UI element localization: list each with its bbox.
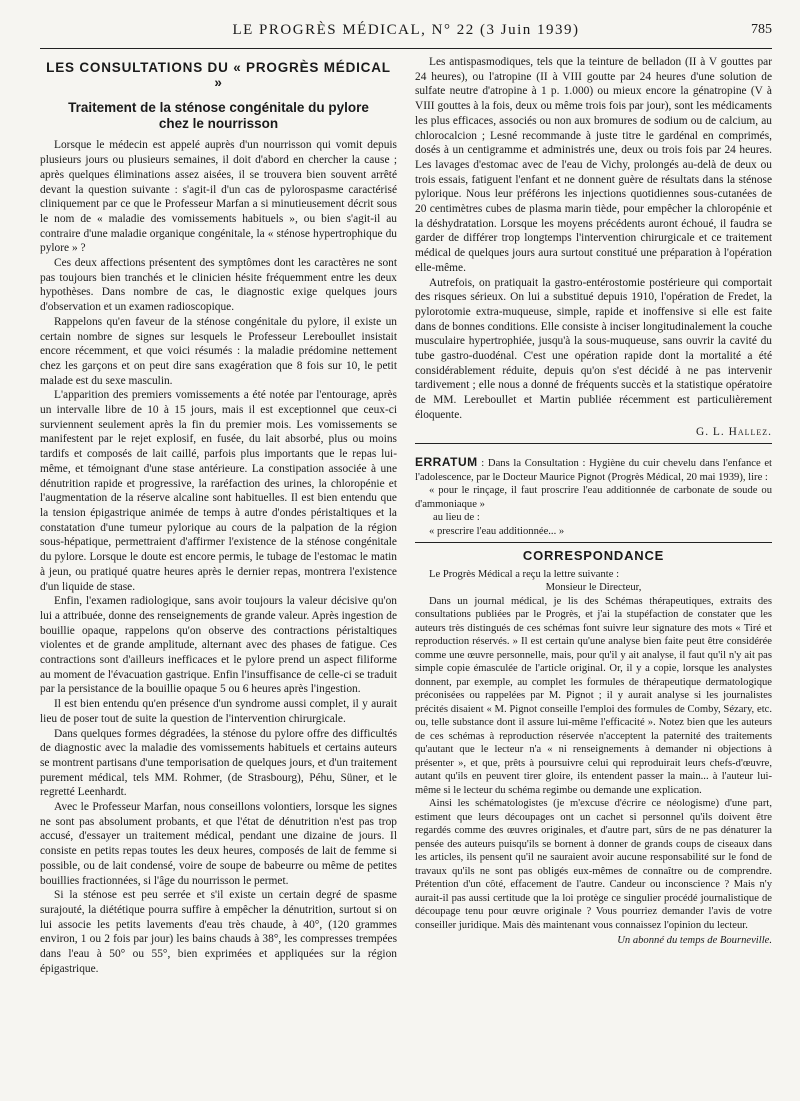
section-rule — [415, 443, 772, 444]
article-title: Traitement de la sténose congénitale du pylore chez le nourrisson — [68, 100, 369, 132]
author-signature: G. L. Hallez. — [696, 425, 772, 438]
page-number: 785 — [751, 22, 772, 37]
paragraph: Si la sténose est peu serrée et s'il existe un certain degré de spasme surajouté, la diététique pourra suffire à empêcher la dénutrition, surtout si on lui associe les petits lavements d'eau très chaude, à 40°, (120 grammes environ, 1 ou 2 fois par jour) les bains chauds à 38°, les compresses trempées dans l'eau à 50° ou 55°, bien exprimées et appliquées sur la région épigastrique. — [40, 889, 397, 975]
paragraph: L'apparition des premiers vomissements a été notée par l'entourage, après un intervalle libre de 10 à 15 jours, mais il est exceptionnel que ceux-ci surviennent seulement après la fin du premier mois. Les vomissements se manifestent par le rejet explosif, en fusée, du lait absorbé, plus ou moins tardifs et composés de lait caillé, parfois plus importants que le repas lui-même, et témoignant d'une stase antérieure. La constipation associée à une dénutrition rapide et progressive, la raréfaction des urines, la chloropénie et l'augmentation de la réserve alcaline sont habituelles. Il est bien entendu que la tension épigastrique animée de temps à autre d'ondes péristaltiques et la constatation d'une tumeur pylorique au cours de la palpation de la région sous-hépatique, permettraient d'affirmer l'existence de la sténose congénitale du pylore. Lorsque le doute est encore permis, le tubage de l'estomac le matin à jeun, ou pratiqué quatre heures après le dernier repas, montrera l'existence d'un liquide de stase. — [40, 389, 397, 593]
paragraph: Ces deux affections présentent des symptômes dont les caractères ne sont pas toujours bien tranchés et le clinicien hésite fréquemment entre les deux hypothèses. Dans nombre de cas, le diagnostic exige quelques jours d'observation et un examen radioscopique. — [40, 257, 397, 314]
header-rule — [40, 48, 772, 49]
right-column — [415, 55, 772, 976]
paragraph: Ainsi les schématologistes (je m'excuse d'écrire ce néologisme) d'une part, estiment que leurs découpages ont un cachet si personnel qu'ils doivent être regardés comme des œuvres originales, et d'autre part, sûrs de ne pas dénaturer la pensée des auteurs puisqu'ils se bornent à donner de grands coups de ciseaux dans les articles, ils pensent qu'il ne sauraient avoir aucune responsabilité sur le fond de travaux qu'ils ne sont pas obligés eux-mêmes de connaître ou de comprendre. Prétention d'un côté, effacement de l'autre. Candeur ou inconscience ? Mais n'y aurait-il pas aussi certitude que la loi protège ce singulier procédé journalistique de découpage tenu pour œuvre originale ? Vous pourriez demander l'avis de votre conseiller juridique. Mais dès maintenant vous connaissez l'opinion du lecteur. — [415, 798, 772, 931]
paragraph: Dans un journal médical, je lis des Schémas thérapeutiques, extraits des consultations publiées par le Progrès, et j'ai la stupéfaction de constater que les auteurs très distingués de ces schémas font suivre leur signature des mots « Tiré et reproduction réservés. » Il est certain qu'une analyse bien faite peut être considérée comme une œuvre personnelle, mais, pour qu'il y ait analyse, il faut qu'il n'y ait pas simple copie émasculée de l'article original. Or, il y a copie, lorsque les analystes donnent, par exemple, au complet les formules de thérapeutique dermatologique préconisées ou rappelées par M. Pignot ; il y aurait analyse si les journalistes précités disaient « M. Pignot conseille l'emploi des formules de Comby, Sézary, etc. ou, telle substance dont il assure lui-même l'efficacité ». Notez bien que les auteurs de ces schémas à reproduction réservée n'acceptent la paternité des traitements qu'autant que le lecteur n'a « ni renseignements à demander ni objections à présenter », et que, prêts à poursuivre celui qui reproduirait leurs chefs-d'œuvre, autant qu'ils en peuvent tirer gloire, ils entendent passer la main... à l'auteur lui-même si le lecteur du schéma regimbe ou demande une explication. — [415, 595, 772, 796]
paragraph: Rappelons qu'en faveur de la sténose congénitale du pylore, il existe un certain nombre de signes sur lesquels le Professeur Lereboullet insistait encore récemment, et que voici résumés : la maladie prédomine nettement chez les garçons et on peut dire sans exagération que 8 fois sur 10, le petit malade est du sexe masculin. — [40, 315, 397, 387]
running-head — [40, 22, 772, 44]
paragraph: Enfin, l'examen radiologique, sans avoir toujours la valeur décisive qu'on lui a attribuée, donne des renseignements de grande valeur. Après ingestion de bouillie opaque, rappelons qu'on observe des contractions péristaltiques violentes et de grande amplitude, alternant avec des phases de fatigue. Ces contractions sont d'ailleurs inefficaces et le pylore prend un aspect filiforme au moment de l'évacuation gastrique. Enfin l'insuffisance de celle-ci se traduit par la persistance de la bouillie opaque 5 ou 6 heures après l'ingestion. — [40, 595, 397, 696]
section-rule — [415, 542, 772, 543]
erratum-label: ERRATUM — [415, 455, 478, 470]
erratum-block — [415, 456, 772, 538]
correspondance-salutation: Monsieur le Directeur, — [545, 582, 642, 594]
section-title: LES CONSULTATIONS DU « PROGRÈS MÉDICAL » — [46, 60, 391, 90]
paragraph: Lorsque le médecin est appelé auprès d'un nourrisson qui vomit depuis plusieurs jours ou plusieurs semaines, il doit d'abord en chercher la cause ; après quelques éliminations assez aisées, il se trouvera bien souvent arrêté devant la question suivante : s'agit-il d'un cas de pylorospasme caractérisé cliniquement par ce que le Professeur Marfan a si minutieusement décrit sous le nom de « maladie des vomissements habituels », ou bien s'agit-il au contraire d'une maladie organique congénitale, la « sténose hypertrophique du pylore » ? — [40, 139, 397, 255]
paragraph: Il est bien entendu qu'en présence d'un syndrome aussi complet, il y aurait lieu de poser tout de suite la question de l'intervention chirurgicale. — [40, 698, 397, 725]
erratum-wrong: « prescrire l'eau additionnée... » — [429, 525, 565, 537]
letter-closing: Un abonné du temps de Bourneville. — [617, 935, 772, 947]
erratum-text: : Dans la Consultation : Hygiène du cuir chevelu dans l'enfance et l'adolescence, par le Docteur Maurice Pignot (Progrès Médical, 20 mai 1939), lire : — [415, 458, 772, 483]
correspondance-title: CORRESPONDANCE — [522, 548, 665, 564]
paragraph: Les antispasmodiques, tels que la teinture de belladon (II à V gouttes par 24 heures), ou l'atropine (II à VIII goutte par 24 heures d'une solution de sulfate neutre d'atropine à 1 p. 1.000) ou mieux encore la génatropine (V à VIII gouttes à la fois, deux ou même trois fois par jour), sont les médicaments les plus efficaces, associés ou non aux bromures de sodium ou de calcium, au chlorocalcion ; Lesné recommande à juste titre le gardénal en comprimés, dosés à un centigramme et administrés une, deux ou trois fois par 24 heures. Les lavages d'estomac avec de l'eau de Vichy, prolongés au-delà de deux ou trois essais, fatiguent l'enfant et ne donnent guère de résultats dans la sténose pylorique. Nous leur préférons les injections quotidiennes sous-cutanées de 20 centimètres cubes de plasma marin tiède, pour empêcher la chloropénie et la déshydratation. Lorsque les moyens précédents auront échoué, il faudra se garder de différer trop longtemps l'intervention chirurgicale et ce traitement médical de quelques jours aura surtout constitué une préparation à l'opération elle-même. — [415, 56, 772, 274]
paragraph: Avec le Professeur Marfan, nous conseillons volontiers, lorsque les signes ne sont pas absolument probants, et que l'état de dénutrition n'est pas trop accusé, d'essayer un traitement médical, pendant une dizaine de jours. Il consiste en petits repas toutes les deux heures, composés de lait de femme si possible, ou de lait condensé, voire de soupe de babeurre ou même de petites bouillies fractionnées, si l'âge du nourrisson le permet. — [40, 801, 397, 887]
correspondance-block — [415, 568, 772, 948]
paragraph: Dans quelques formes dégradées, la sténose du pylore offre des difficultés de diagnostic avec la maladie des vomissements habituels et certains auteurs se montrent partisans d'une temporisation de quelques jours, et d'un traitement purement médical, tels MM. Rohmer, (de Strasbourg), Péhu, Süner, et le regretté Leenhardt. — [40, 727, 397, 799]
left-column — [40, 55, 397, 976]
correspondance-intro: Le Progrès Médical a reçu la lettre suivante : — [429, 568, 620, 580]
erratum-intro — [415, 456, 772, 484]
erratum-correct: « pour le rinçage, il faut proscrire l'eau additionnée de carbonate de soude ou d'ammoniaque » — [415, 485, 772, 510]
paragraph: Autrefois, on pratiquait la gastro-entérostomie postérieure qui comportait des risques sérieux. On lui a substitué depuis 1910, l'opération de Fredet, la pylorotomie extra-muqueuse, simple, rapide et inoffensive si elle est faite dans de bonnes conditions. Elle consiste à inciser longitudinalement la couche musculaire hypertrophiée, jusqu'à la sous-muqueuse, sans ouvrir la cavité du tube gastro-duodénal. C'est une opération rapide dont la mortalité a été considérablement réduite, depuis qu'on s'est décidé à ne pas intervenir tardivement ; elle nous a donné de fréquents succès et la statistique opératoire de MM. Lereboullet et Martin publiée récemment est particulièrement éloquente. — [415, 276, 772, 421]
erratum-instead-label: au lieu de : — [433, 512, 480, 524]
journal-title: LE PROGRÈS MÉDICAL, N° 22 (3 Juin 1939) — [232, 22, 580, 38]
